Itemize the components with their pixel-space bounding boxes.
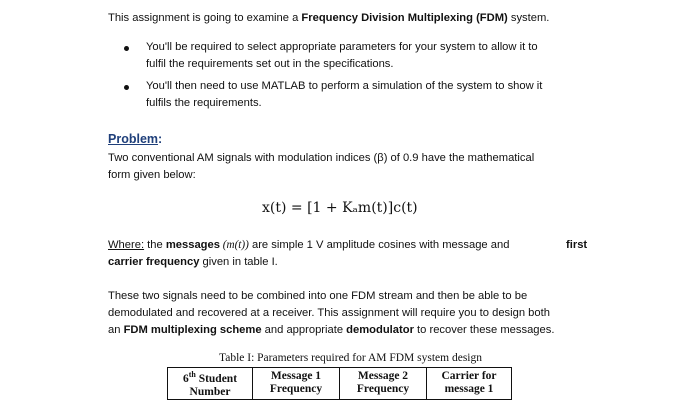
intro-bold: Frequency Division Multiplexing (FDM) xyxy=(301,12,508,24)
parameters-table xyxy=(167,367,512,400)
para3-line-2: demodulated and recovered at a receiver. This assignment will require you to design both xyxy=(108,307,550,319)
para3-text: an xyxy=(108,324,124,336)
para3-text-mid: and appropriate xyxy=(261,324,347,336)
problem-heading-row xyxy=(108,130,162,148)
problem-heading: Problem xyxy=(108,132,159,146)
header-student-number xyxy=(168,368,253,400)
header-m1-l1: Message 1 xyxy=(270,370,322,383)
intro-text-end: system. xyxy=(507,12,550,24)
where-first-text: first xyxy=(566,239,588,251)
para3-bold-fdm: FDM multiplexing scheme xyxy=(123,324,262,336)
intro-text: This assignment is going to examine a xyxy=(108,12,302,24)
where-mt: (m(t)) xyxy=(219,239,249,251)
bullet-dot xyxy=(124,46,129,51)
problem-line-2: form given below: xyxy=(108,169,196,181)
where-line-2 xyxy=(108,254,278,270)
header-c1-l2: message 1 xyxy=(444,383,494,396)
bullet-2-line-2: fulfils the requirements. xyxy=(146,97,262,109)
where-text-end: are simple 1 V amplitude cosines with message and xyxy=(248,239,510,251)
table-caption: Table I: Parameters required for AM FDM system design xyxy=(219,352,483,364)
where-line-1 xyxy=(108,237,509,253)
bullet-1-line-1: You'll be required to select appropriate parameters for your system to allow it to xyxy=(146,41,538,53)
bullet-2-line-1: You'll then need to use MATLAB to perform a simulation of the system to show it xyxy=(146,80,543,92)
header-student-word: Student xyxy=(195,372,238,385)
header-m2-l1: Message 2 xyxy=(357,370,409,383)
para3-line-3 xyxy=(108,322,554,338)
where-tail: given in table I. xyxy=(199,256,278,268)
problem-heading-colon: : xyxy=(158,132,163,146)
am-formula: x(t) = [1 + Kₐm(t)]c(t) xyxy=(262,200,418,216)
header-student-sup: th xyxy=(188,370,196,379)
where-text: the xyxy=(144,239,166,251)
intro-paragraph xyxy=(108,10,549,26)
header-m1-l2: Frequency xyxy=(269,383,323,396)
para3-line-1: These two signals need to be combined into one FDM stream and then be able to be xyxy=(108,290,528,302)
header-message1-frequency xyxy=(253,368,340,400)
where-first xyxy=(566,237,587,253)
header-message2-frequency xyxy=(340,368,427,400)
bullet-dot xyxy=(124,85,129,90)
table-header-row xyxy=(168,368,512,400)
where-bold-messages: messages xyxy=(165,239,220,251)
problem-line-1: Two conventional AM signals with modulation indices (β) of 0.9 have the mathematical xyxy=(108,152,535,164)
para3-bold-demod: demodulator xyxy=(346,324,414,336)
header-student-6: 6 xyxy=(182,372,189,385)
header-c1-l1: Carrier for xyxy=(441,370,497,383)
header-m2-l2: Frequency xyxy=(356,383,410,396)
bullet-1-line-2: fulfil the requirements set out in the specifications. xyxy=(146,58,394,70)
where-label: Where: xyxy=(108,239,145,251)
para3-text-end: to recover these messages. xyxy=(413,324,555,336)
header-carrier-message1 xyxy=(427,368,512,400)
where-bold-carrier: carrier frequency xyxy=(108,256,200,268)
header-student-l2: Number xyxy=(189,385,231,398)
